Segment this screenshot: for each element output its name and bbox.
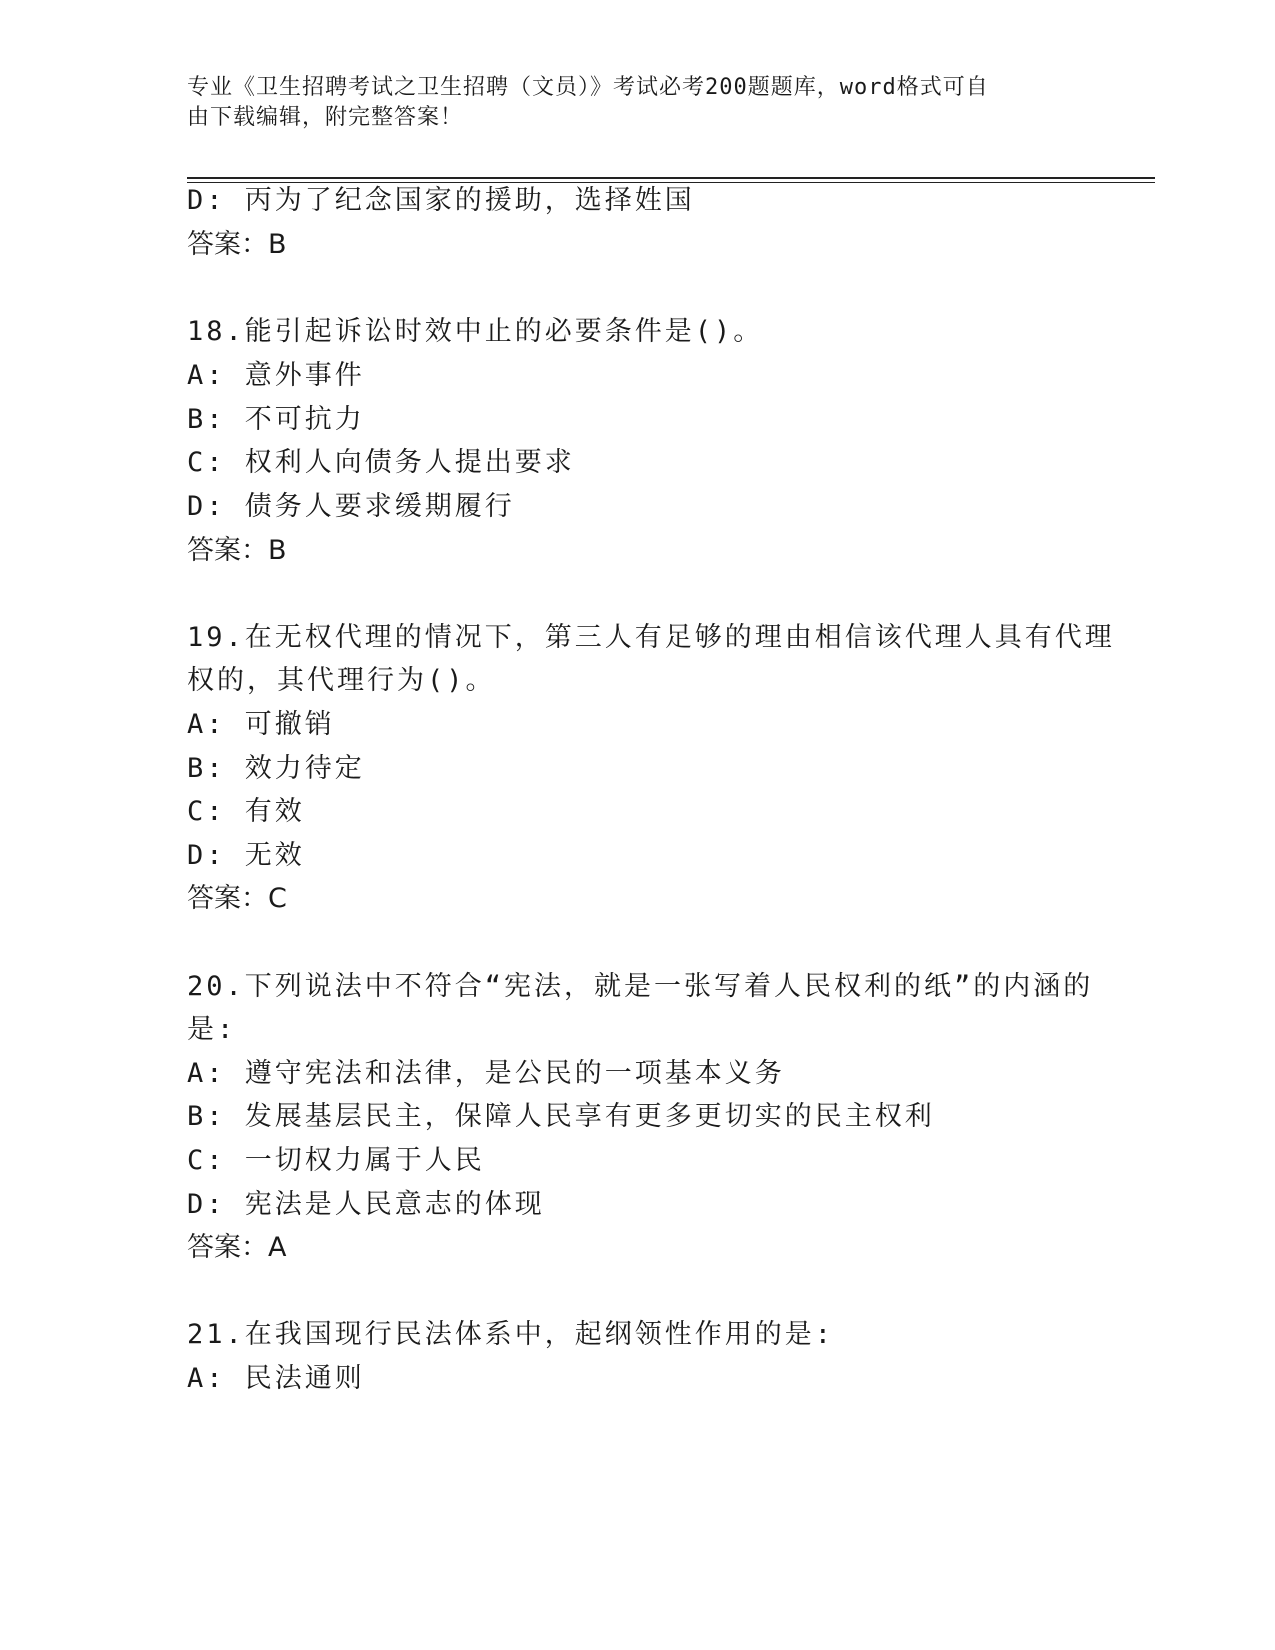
q20-stem-line-2: 是:: [187, 1014, 237, 1045]
prev-answer: 答案：B: [187, 229, 287, 260]
q20-option-a: A: 遵守宪法和法律，是公民的一项基本义务: [187, 1058, 785, 1089]
q19-option-a: A: 可撤销: [187, 709, 335, 740]
prev-option-d: D: 丙为了纪念国家的援助，选择姓国: [187, 185, 695, 216]
header-rule-thick: [187, 177, 1155, 179]
q19-option-b: B: 效力待定: [187, 753, 365, 784]
q19-stem-line-1: 19.在无权代理的情况下，第三人有足够的理由相信该代理人具有代理: [187, 622, 1115, 653]
q18-option-b: B: 不可抗力: [187, 404, 365, 435]
q20-option-b: B: 发展基层民主，保障人民享有更多更切实的民主权利: [187, 1101, 935, 1132]
q20-answer: 答案：A: [187, 1232, 287, 1263]
q18-answer: 答案：B: [187, 535, 287, 566]
q19-option-d: D: 无效: [187, 840, 305, 871]
q19-answer: 答案：C: [187, 883, 287, 914]
document-header: [187, 73, 1067, 133]
q18-option-d: D: 债务人要求缓期履行: [187, 491, 515, 522]
header-rule-thin: [187, 182, 1155, 183]
q20-option-c: C: 一切权力属于人民: [187, 1145, 485, 1176]
q19-stem-line-2: 权的，其代理行为()。: [187, 665, 496, 696]
q20-stem-line-1: 20.下列说法中不符合“宪法，就是一张写着人民权利的纸”的内涵的: [187, 971, 1094, 1002]
q18-option-a: A: 意外事件: [187, 360, 365, 391]
q21-stem: 21.在我国现行民法体系中，起纲领性作用的是:: [187, 1319, 835, 1350]
q19-option-c: C: 有效: [187, 796, 305, 827]
q18-stem: 18.能引起诉讼时效中止的必要条件是()。: [187, 316, 764, 347]
header-line-1: 专业《卫生招聘考试之卫生招聘（文员）》考试必考200题题库，word格式可自: [187, 75, 989, 100]
header-line-2: 由下载编辑，附完整答案！: [187, 105, 464, 130]
q21-option-a: A: 民法通则: [187, 1363, 365, 1394]
q18-option-c: C: 权利人向债务人提出要求: [187, 447, 575, 478]
q20-option-d: D: 宪法是人民意志的体现: [187, 1189, 545, 1220]
